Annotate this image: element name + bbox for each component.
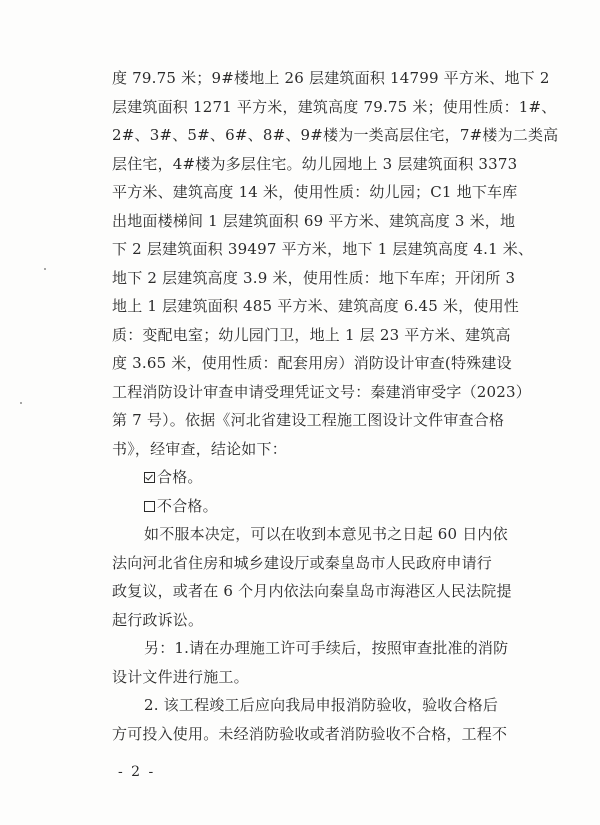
body-line: 层建筑面积 1271 平方米，建筑高度 79.75 米；使用性质：1#、	[112, 97, 557, 116]
scan-speck	[44, 268, 46, 270]
body-line: 2#、3#、5#、6#、8#、9#楼为一类高层住宅，7#楼为二类高	[112, 126, 559, 144]
note1-line: 另：1.请在办理施工许可手续后，按照审查批准的消防	[144, 639, 509, 657]
body-line: 书》，经审查，结论如下：	[112, 439, 287, 458]
body-line: 出地面楼梯间 1 层建筑面积 69 平方米、建筑高度 3 米，地	[112, 211, 516, 230]
option-pass-label: 合格。	[157, 468, 203, 486]
appeal-line: 起行政诉讼。	[112, 610, 204, 629]
body-line: 工程消防设计审查申请受理凭证文号：秦建消审受字（2023）	[112, 382, 531, 401]
body-line: 度 3.65 米，使用性质：配套用房）消防设计审查(特殊建设	[112, 354, 512, 372]
scan-speck	[20, 402, 22, 404]
body-line: 度 79.75 米；9#楼地上 26 层建筑面积 14799 平方米、地下 2	[112, 69, 550, 87]
checked-checkbox-icon	[144, 472, 155, 483]
appeal-line: 如不服本决定，可以在收到本意见书之日起 60 日内依	[144, 525, 508, 543]
document-body	[112, 64, 559, 748]
option-pass	[112, 463, 492, 492]
option-fail	[112, 492, 492, 521]
body-line: 地上 1 层建筑面积 485 平方米、建筑高度 6.45 米，使用性	[112, 297, 519, 315]
appeal-line: 法向河北省住房和城乡建设厅或秦皇岛市人民政府申请行	[112, 553, 493, 572]
note1-line: 设计文件进行施工。	[112, 667, 249, 686]
body-line: 第 7 号）。依据《河北省建设工程施工图设计文件审查合格	[112, 411, 505, 429]
note2-line: 方可投入使用。未经消防验收或者消防验收不合格，工程不	[112, 724, 508, 743]
body-line: 质：变配电室；幼儿园门卫，地上 1 层 23 平方米、建筑高	[112, 325, 511, 344]
appeal-line: 政复议，或者在 6 个月内依法向秦皇岛市海港区人民法院提	[112, 582, 512, 600]
option-fail-label: 不合格。	[157, 496, 218, 515]
body-line: 地下 2 层建筑高度 3.9 米，使用性质：地下车库；开闭所 3	[112, 268, 516, 287]
note2-line: 2. 该工程竣工后应向我局申报消防验收，验收合格后	[144, 696, 499, 714]
body-line: 平方米、建筑高度 14 米，使用性质：幼儿园；C1 地下车库	[112, 183, 518, 201]
body-line: 层住宅，4#楼为多层住宅。幼儿园地上 3 层建筑面积 3373	[112, 154, 518, 173]
page-number: - 2 -	[118, 764, 156, 780]
body-line: 下 2 层建筑面积 39497 平方米，地下 1 层建筑高度 4.1 米、	[112, 240, 534, 258]
unchecked-checkbox-icon	[144, 501, 155, 512]
